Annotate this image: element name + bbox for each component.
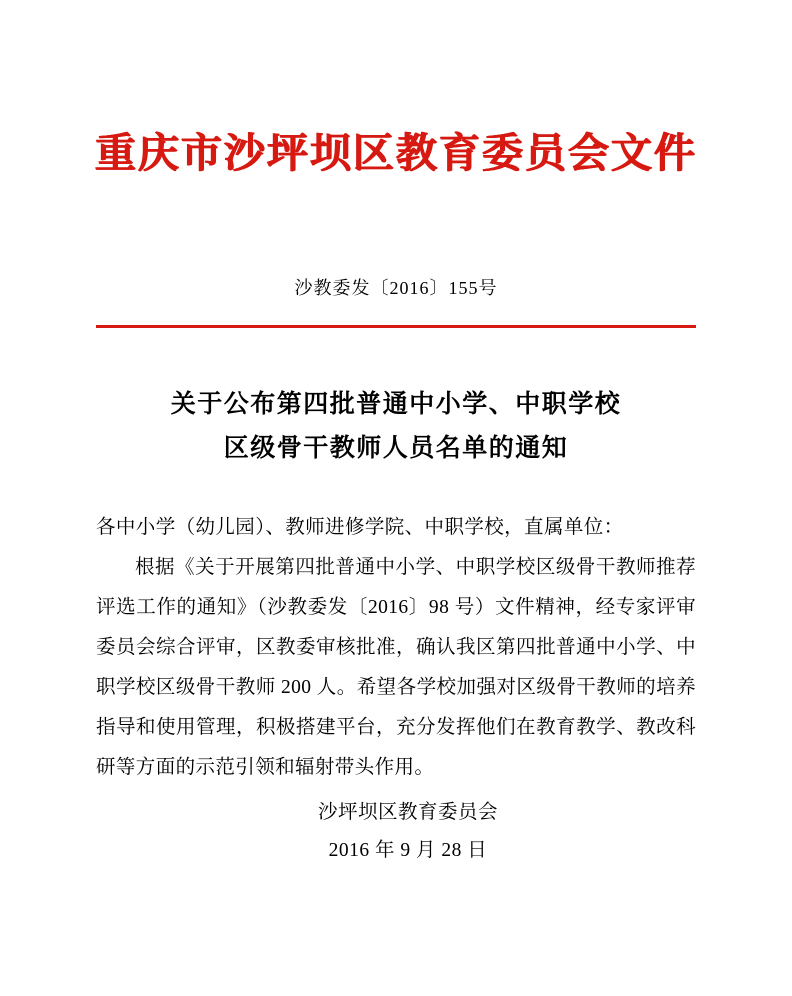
document-number: 沙教委发〔2016〕155号 <box>294 278 498 299</box>
signature-date: 2016 年 9 月 28 日 <box>328 840 488 862</box>
body-paragraph-1: 根据《关于开展第四批普通中小学、中职学校区级骨干教师推荐评选工作的通知》（沙教委发〔2016〕98 号）文件精神，经专家评审委员会综合评审，区教委审核批准，确认我区第四批普通中小学、中职学校区级骨干教师 200 人。希望各学校加强对区级骨干教师的培养指导和使用管理，积极搭建平台，充分发挥他们在教育教学、教改科研等方面的示范引领和辐射带头作用。 <box>96 557 696 779</box>
document-signature <box>0 794 696 870</box>
document-title-line-2: 区级骨干教师人员名单的通知 <box>223 434 569 462</box>
document-title <box>0 383 792 471</box>
document-page <box>0 128 792 996</box>
document-body <box>96 508 696 788</box>
red-divider-rule <box>96 325 696 328</box>
body-salutation: 各中小学（幼儿园）、教师进修学院、中职学校，直属单位： <box>96 517 624 539</box>
document-masthead: 重庆市沙坪坝区教育委员会文件 <box>95 130 697 176</box>
document-title-line-1: 关于公布第四批普通中小学、中职学校 <box>170 390 622 418</box>
signature-organization: 沙坪坝区教育委员会 <box>317 802 498 824</box>
